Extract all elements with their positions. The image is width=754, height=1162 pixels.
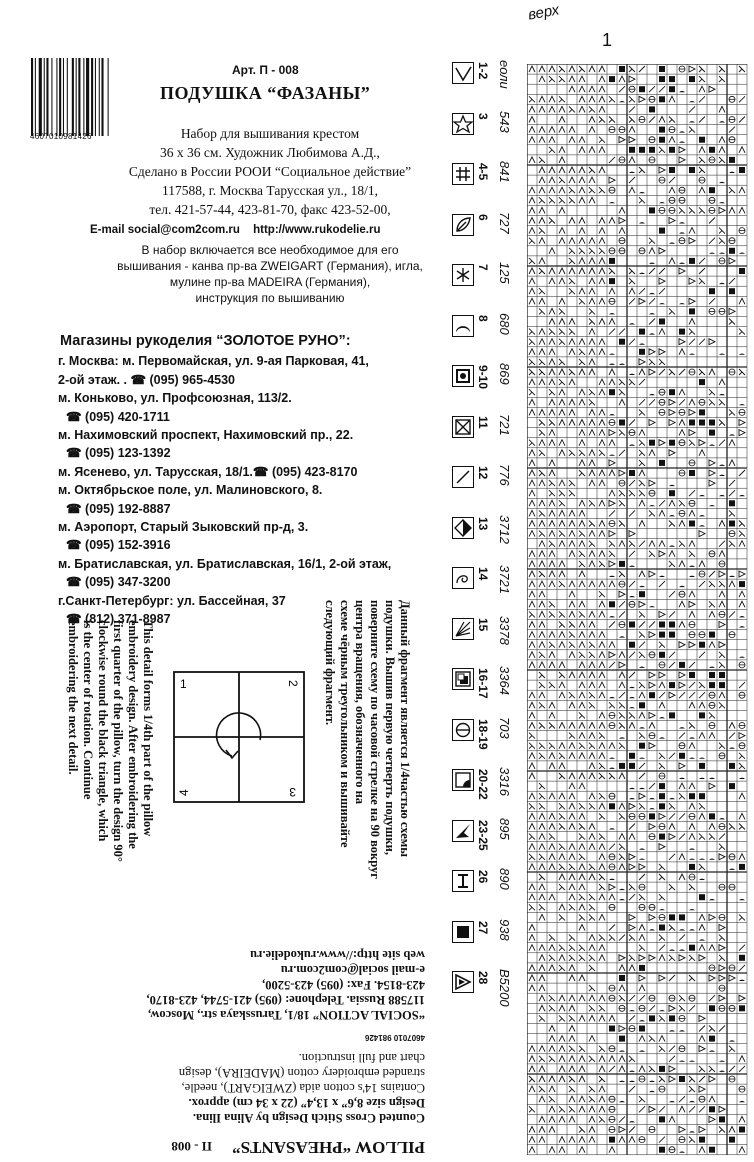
key-row bbox=[452, 967, 524, 1007]
footer-line: 423-8154. Fax: (095) 423-5200, bbox=[262, 978, 425, 992]
website-link[interactable]: http://www.rukodelie.ru bbox=[253, 224, 381, 236]
swirl-icon bbox=[452, 567, 474, 589]
key-row bbox=[452, 614, 524, 654]
store-phone: ☎ (095) 152-3916 bbox=[66, 538, 171, 553]
key-row bbox=[452, 664, 524, 704]
key-color-code: 3712 bbox=[497, 514, 512, 544]
key-color-code: 3364 bbox=[497, 666, 512, 695]
footer-line: chart and full instruction. bbox=[298, 1051, 425, 1065]
triangle-icon bbox=[452, 971, 474, 993]
footer-line: Contains 14's cotton aida (ZWEIGART), needle, bbox=[181, 1081, 425, 1095]
footer-line: “SOCIAL ACTION” 18/1, Tarusskaya str., Moscow, bbox=[147, 1008, 425, 1022]
key-color-code: еоли bbox=[497, 60, 512, 89]
key-color-code: 3721 bbox=[497, 565, 512, 594]
key-cell-numbers: 4-5 bbox=[476, 163, 490, 181]
diagram-num: 4 bbox=[177, 789, 191, 796]
key-cell-numbers: 26 bbox=[476, 870, 490, 884]
info-line: Сделано в России РООИ “Социальное действие” bbox=[128, 164, 412, 179]
star-icon bbox=[452, 113, 474, 135]
rotation-note-en bbox=[65, 620, 155, 862]
check-icon bbox=[452, 62, 474, 84]
store-line: м. Аэропорт, Старый Зыковский пр-д, 3. bbox=[58, 520, 309, 535]
key-cell-numbers: 27 bbox=[476, 920, 490, 934]
key-cell-numbers: 15 bbox=[476, 617, 490, 631]
key-color-code: 3316 bbox=[497, 767, 512, 796]
key-row bbox=[452, 765, 524, 805]
note-line: центра вращения, обозначенного на bbox=[353, 600, 367, 805]
note-line: clockwise round the black triangle, which bbox=[96, 620, 110, 842]
rotation-diagram bbox=[172, 670, 306, 804]
key-color-code: 721 bbox=[497, 413, 512, 436]
note-line: следующий фрагмент. bbox=[323, 600, 337, 726]
info-line: 117588, г. Москва Тарусская ул., 18/1, bbox=[162, 183, 378, 198]
key-row bbox=[452, 462, 524, 502]
handwritten-mark: 1 bbox=[602, 30, 613, 50]
key-row bbox=[452, 412, 524, 452]
key-row bbox=[452, 715, 524, 755]
kit-contents bbox=[80, 242, 460, 306]
stores-title: Магазины рукоделия “ЗОЛОТОЕ РУНО”: bbox=[60, 333, 351, 349]
key-color-code: 895 bbox=[497, 817, 512, 840]
kit-line: инструкция по вышиванию bbox=[195, 291, 345, 305]
note-line: Данный фрагмент является 1/4частью схемы bbox=[398, 600, 412, 858]
store-line: м. Октябрьское поле, ул. Малиновского, 8. bbox=[58, 483, 323, 498]
store-phone: ☎ (812) 371-8987 bbox=[66, 612, 171, 627]
key-row bbox=[452, 563, 524, 603]
snowflake-icon bbox=[452, 264, 474, 286]
store-phone: ☎ (095) 420-1711 bbox=[66, 409, 170, 424]
key-cell-numbers: 23-25 bbox=[476, 819, 490, 851]
footer-line: 117588 Russia. Telephone: (095) 421-5744, 423-8170, bbox=[146, 993, 425, 1007]
fan-icon bbox=[452, 618, 474, 640]
note-line: first quarter of the pillow, turn the design 90° bbox=[111, 620, 125, 862]
key-row bbox=[452, 109, 524, 149]
square-dot-icon bbox=[452, 365, 474, 387]
stores-list bbox=[58, 332, 458, 629]
bracket-icon bbox=[452, 870, 474, 892]
note-line: This detail forms 1/4th part of the pillow bbox=[141, 620, 155, 837]
key-color-code: B5200 bbox=[497, 969, 512, 1007]
barcode-number: 4607010981426 bbox=[30, 132, 92, 141]
crescent-icon bbox=[452, 315, 474, 337]
key-row bbox=[452, 513, 524, 553]
key-color-code: 543 bbox=[497, 110, 512, 133]
key-row bbox=[452, 866, 524, 906]
info-line: тел. 421-57-44, 423-81-70, факс 423-52-00, bbox=[149, 202, 391, 217]
key-cell-numbers: 18-19 bbox=[476, 718, 490, 750]
key-color-code: 727 bbox=[497, 211, 512, 234]
email-link[interactable]: E-mail social@com2com.ru bbox=[90, 224, 240, 236]
footer-en bbox=[75, 885, 425, 1155]
key-cell-numbers: 11 bbox=[476, 415, 490, 429]
filled-square-icon bbox=[452, 921, 474, 943]
key-row bbox=[452, 311, 524, 351]
key-cell-numbers: 3 bbox=[476, 112, 490, 120]
info-line: Набор для вышивания крестом bbox=[180, 126, 360, 141]
key-color-code: 841 bbox=[497, 161, 512, 183]
handwritten-top-label: верх bbox=[526, 1, 561, 24]
footer-line: web site http://www.rukodelie.ru bbox=[250, 948, 425, 962]
corner-circle-icon bbox=[452, 769, 474, 791]
key-row bbox=[452, 210, 524, 250]
store-line: м. Коньково, ул. Профсоюзная, 113/2. bbox=[58, 391, 292, 406]
key-cell-numbers: 28 bbox=[476, 971, 490, 985]
store-line: 2-ой этаж. . ☎ (095) 965-4530 bbox=[58, 372, 235, 387]
contacts bbox=[90, 224, 440, 236]
key-color-code: 938 bbox=[497, 918, 512, 941]
store-line: м. Нахимовский проспект, Нахимовский пр., 22. bbox=[58, 428, 354, 443]
key-cell-numbers: 12 bbox=[476, 466, 490, 480]
key-color-code: 680 bbox=[497, 312, 512, 335]
info-block bbox=[80, 124, 460, 219]
key-color-code: 869 bbox=[497, 363, 512, 385]
note-line: схеме чёрным треугольником и вышивайте bbox=[338, 600, 352, 848]
key-row bbox=[452, 58, 524, 98]
footer-line: Counted Cross Stitch Design by Alina Ilina. bbox=[192, 1111, 425, 1125]
footer-title: PILLOW “PHEASANTS” bbox=[232, 1138, 425, 1157]
key-row bbox=[452, 917, 524, 957]
arrow-icon bbox=[452, 820, 474, 842]
key-row bbox=[452, 159, 524, 199]
hash-icon bbox=[452, 163, 474, 185]
diamond-icon bbox=[452, 517, 474, 539]
key-color-code: 776 bbox=[497, 464, 512, 486]
rotation-note-ru bbox=[322, 600, 412, 879]
product-title: ПОДУШКА “ФАЗАНЫ” bbox=[160, 83, 371, 103]
diagram-num: 3 bbox=[289, 785, 296, 799]
split-square-icon bbox=[452, 668, 474, 690]
key-row bbox=[452, 260, 524, 300]
store-line: м. Братиславская, ул. Братиславская, 16/1, 2-ой этаж, bbox=[58, 556, 392, 571]
kit-line: мулине пр-ва MADEIRA (Германия), bbox=[169, 275, 371, 289]
diagram-num: 2 bbox=[286, 680, 300, 687]
slash-icon bbox=[452, 466, 474, 488]
store-line: г.Санкт-Петербург: ул. Бассейная, 37 bbox=[58, 593, 286, 608]
note-line: подушки. Вышив первую четверть подушки, bbox=[383, 600, 397, 855]
footer-line: stranded embroidery cotton (MADEIRA), design bbox=[178, 1066, 425, 1080]
store-line: м. Ясенево, ул. Тарусская, 18/1.☎ (095) 423-8170 bbox=[58, 464, 358, 479]
kit-line: В набор включается все необходимое для его bbox=[141, 243, 399, 257]
key-cell-numbers: 6 bbox=[476, 213, 490, 221]
key-cell-numbers: 14 bbox=[476, 567, 490, 581]
footer-line: Design size 8,6” x 13,4” (22 x 34 cm) approx. bbox=[188, 1096, 425, 1110]
key-row bbox=[452, 816, 524, 856]
key-cell-numbers: 13 bbox=[476, 516, 490, 530]
store-phone: ☎ (095) 192-8887 bbox=[66, 501, 171, 516]
store-phone: ☎ (095) 347-3200 bbox=[66, 575, 171, 590]
footer-barcode-number: 4607010 981426 bbox=[364, 1033, 425, 1042]
note-line: embroidering the next detail. bbox=[66, 620, 80, 775]
cross-box-icon bbox=[452, 416, 474, 438]
key-color-code: 703 bbox=[497, 716, 512, 739]
note-line: is the center of rotation. Continue bbox=[81, 620, 95, 800]
note-line: поверните схему по часовой стрелке на 90 вокруг bbox=[368, 600, 382, 879]
key-cell-numbers: 7 bbox=[476, 264, 490, 271]
store-phone: ☎ (095) 123-1392 bbox=[66, 446, 171, 461]
note-line: embroidery design. After embroidering the bbox=[126, 620, 140, 849]
footer-line: e-mail social@com2com.ru bbox=[280, 963, 425, 977]
article-number: Арт. П - 008 bbox=[232, 63, 299, 77]
kit-line: вышивания - канва пр-ва ZWEIGART (Германия), игла, bbox=[117, 259, 423, 273]
key-cell-numbers: 1-2 bbox=[476, 62, 490, 80]
symbol-key bbox=[452, 58, 524, 1018]
key-cell-numbers: 16-17 bbox=[476, 668, 490, 699]
key-cell-numbers: 9-10 bbox=[476, 365, 490, 390]
theta-icon bbox=[452, 719, 474, 741]
key-color-code: 3378 bbox=[497, 615, 512, 645]
key-cell-numbers: 8 bbox=[476, 314, 490, 322]
key-cell-numbers: 20-22 bbox=[476, 769, 490, 800]
stitch-chart-grid bbox=[527, 64, 748, 1160]
info-line: 36 х 36 см. Художник Любимова А.Д., bbox=[160, 145, 380, 160]
store-line: г. Москва: м. Первомайская, ул. 9-ая Парковая, 41, bbox=[58, 354, 369, 369]
key-row bbox=[452, 361, 524, 401]
key-color-code: 890 bbox=[497, 868, 512, 890]
key-color-code: 125 bbox=[497, 262, 512, 284]
footer-article: П - 008 bbox=[171, 1139, 212, 1154]
diagram-num: 1 bbox=[180, 677, 187, 691]
leaf-icon bbox=[452, 214, 474, 236]
